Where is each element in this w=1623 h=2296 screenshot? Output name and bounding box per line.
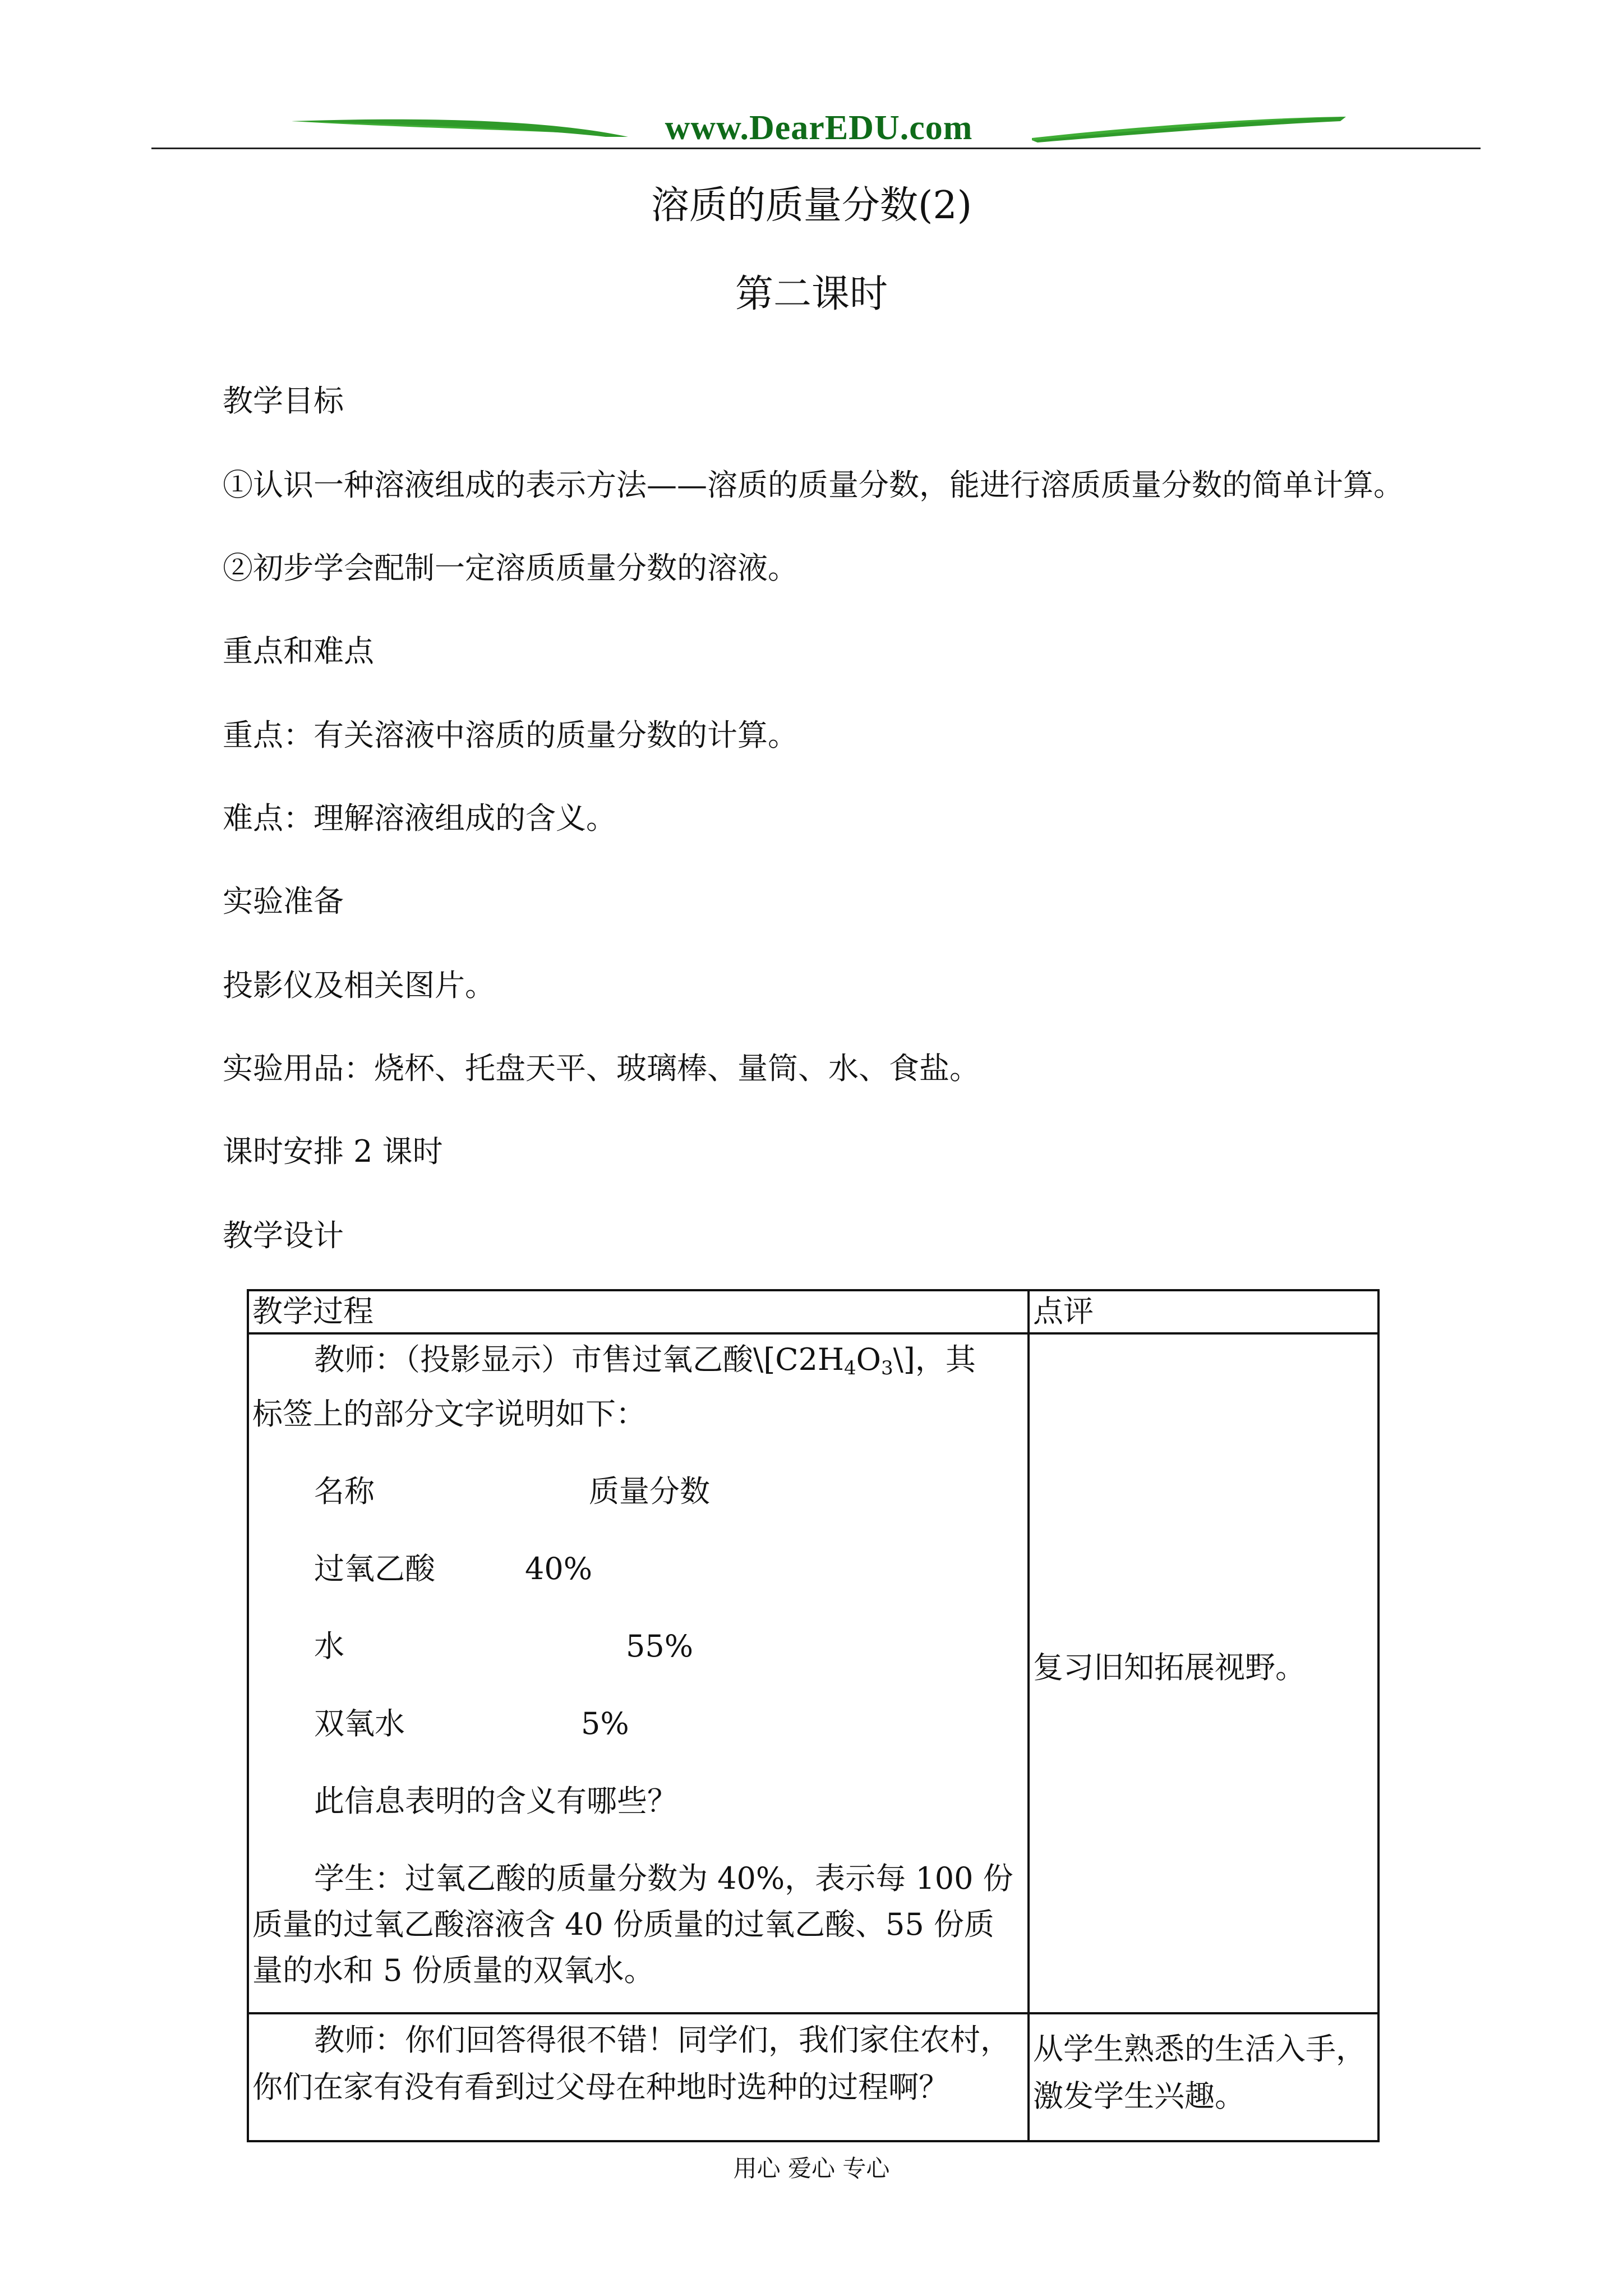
header-rule [151,148,1481,149]
student-answer-line1: 学生：过氧乙酸的质量分数为 40%，表示每 100 份 [314,1860,1013,1896]
key-point: 重点：有关溶液中溶质的质量分数的计算。 [223,717,798,753]
intro-text-b: O [856,1341,881,1377]
logo-text: www.DearEDU.com [665,109,973,147]
section-heading-objectives: 教学目标 [223,383,344,418]
label-header-line [252,1469,1024,1515]
comment-line1: 从学生熟悉的生活入手， [1033,2031,1366,2067]
page-footer: 用心 爱心 专心 [733,2155,890,2182]
label-col-name: 名称 [314,1473,375,1509]
preparation-item: 投影仪及相关图片。 [223,968,495,1003]
difficulty: 难点：理解溶液组成的含义。 [223,800,616,836]
objective-1: ①认识一种溶液组成的表示方法——溶质的质量分数，能进行溶质质量分数的简单计算。 [223,467,1404,503]
subscript-o: 3 [880,1356,893,1379]
item-value: 55% [626,1628,694,1664]
page-subtitle: 第二课时 [735,272,888,316]
section-heading-preparation: 实验准备 [223,884,344,919]
site-logo [292,105,1346,150]
intro-text-a: 教师：（投影显示）市售过氧乙酸\[C2H [314,1341,845,1377]
page-title: 溶质的质量分数(2) [651,183,972,228]
materials: 实验用品：烧杯、托盘天平、玻璃棒、量筒、水、食盐。 [223,1051,980,1086]
label-item [252,1623,1024,1669]
student-answer-line3: 量的水和 5 份质量的双氧水。 [252,1952,654,1988]
item-name: 水 [314,1628,344,1664]
comment-cell [1029,1333,1378,2013]
section-heading-key-points: 重点和难点 [223,633,374,669]
header-process: 教学过程 [248,1290,1029,1333]
process-cell [248,2013,1029,2141]
comment-text: 复习旧知拓展视野。 [1033,1649,1306,1685]
teacher-intro-line2: 标签上的部分文字说明如下： [252,1396,646,1432]
table-header-row [248,1290,1378,1333]
item-value: 40% [525,1550,593,1586]
label-col-fraction: 质量分数 [589,1473,710,1509]
item-value: 5% [581,1705,629,1741]
comment-cell [1029,2013,1378,2141]
teacher-line2: 你们在家有没有看到过父母在种地时选种的过程啊？ [252,2069,949,2105]
student-answer-line2: 质量的过氧乙酸溶液含 40 份质量的过氧乙酸、55 份质 [252,1906,994,1942]
teacher-intro [252,1337,1024,1391]
comment-line2: 激发学生兴趣。 [1033,2078,1245,2114]
table-row [248,2013,1378,2141]
lesson-table [247,1289,1380,2142]
subscript-h: 4 [844,1356,856,1379]
teacher-question: 此信息表明的含义有哪些？ [314,1783,677,1819]
table-row [248,1333,1378,2013]
process-cell [248,1333,1029,2013]
intro-text-c: \]，其 [893,1341,976,1377]
teacher-line1: 教师：你们回答得很不错！同学们，我们家住农村， [314,2022,1011,2058]
schedule: 课时安排 2 课时 [223,1134,443,1169]
objective-2: ②初步学会配制一定溶质质量分数的溶液。 [223,550,798,586]
item-name: 过氧乙酸 [314,1550,435,1586]
section-heading-design: 教学设计 [223,1218,344,1253]
label-item [252,1546,1024,1592]
item-name: 双氧水 [314,1705,405,1741]
header-comment: 点评 [1029,1290,1378,1333]
label-item [252,1701,1024,1747]
